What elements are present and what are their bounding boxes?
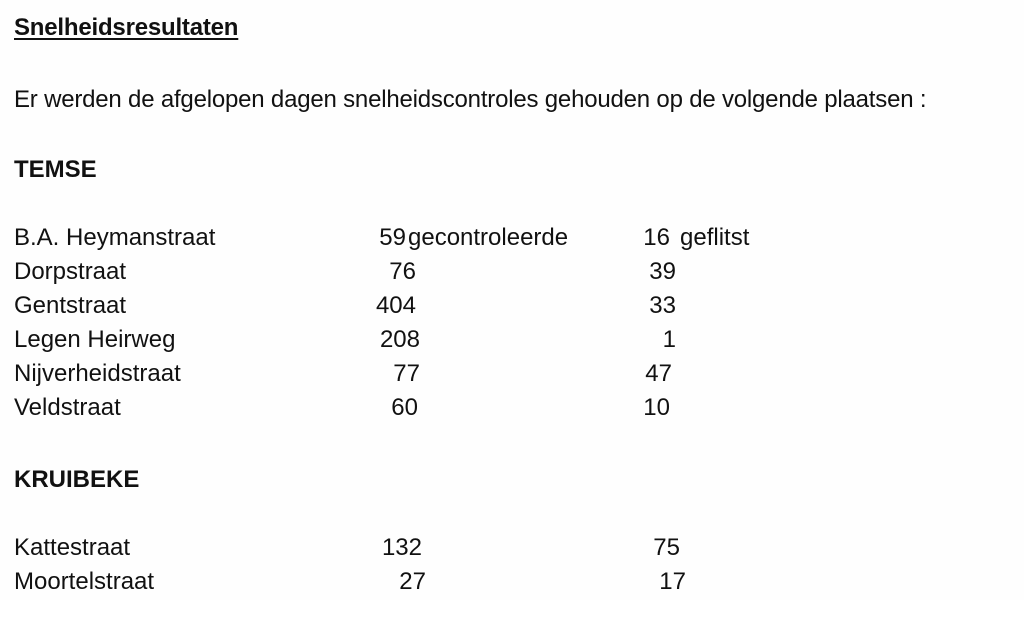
section-title-temse: TEMSE (14, 156, 97, 183)
checked-count: 208 (379, 326, 420, 353)
checked-count: 76 (389, 258, 416, 285)
table-row (0, 258, 1024, 292)
flashed-unit: geflitst (680, 224, 750, 251)
flashed-count: 17 (659, 568, 686, 595)
checked-count: 404 (375, 292, 416, 319)
table-row (0, 360, 1024, 394)
checked-count: 59 (379, 224, 406, 251)
table-row (0, 326, 1024, 360)
section-title-kruibeke: KRUIBEKE (14, 466, 140, 493)
street-name: Nijverheidstraat (14, 360, 181, 387)
checked-count: 60 (391, 394, 418, 421)
table-row (0, 568, 1024, 602)
table-row (0, 394, 1024, 428)
flashed-count: 10 (643, 394, 670, 421)
checked-unit: gecontroleerde (408, 224, 569, 251)
page-title: Snelheidsresultaten (14, 14, 239, 41)
street-name: B.A. Heymanstraat (14, 224, 216, 251)
intro-text: Er werden de afgelopen dagen snelheidscontroles gehouden op de volgende plaatsen : (14, 86, 927, 113)
table-row (0, 224, 1024, 258)
checked-count: 27 (399, 568, 426, 595)
street-name: Moortelstraat (14, 568, 155, 595)
street-name: Gentstraat (14, 292, 127, 319)
street-name: Legen Heirweg (14, 326, 176, 353)
flashed-count: 75 (653, 534, 680, 561)
checked-count: 132 (381, 534, 422, 561)
flashed-count: 39 (649, 258, 676, 285)
table-row (0, 292, 1024, 326)
flashed-count: 33 (649, 292, 676, 319)
table-row (0, 534, 1024, 568)
flashed-count: 47 (645, 360, 672, 387)
flashed-count: 16 (643, 224, 670, 251)
street-name: Dorpstraat (14, 258, 127, 285)
street-name: Kattestraat (14, 534, 131, 561)
checked-count: 77 (393, 360, 420, 387)
street-name: Veldstraat (14, 394, 121, 421)
flashed-count: 1 (662, 326, 676, 353)
